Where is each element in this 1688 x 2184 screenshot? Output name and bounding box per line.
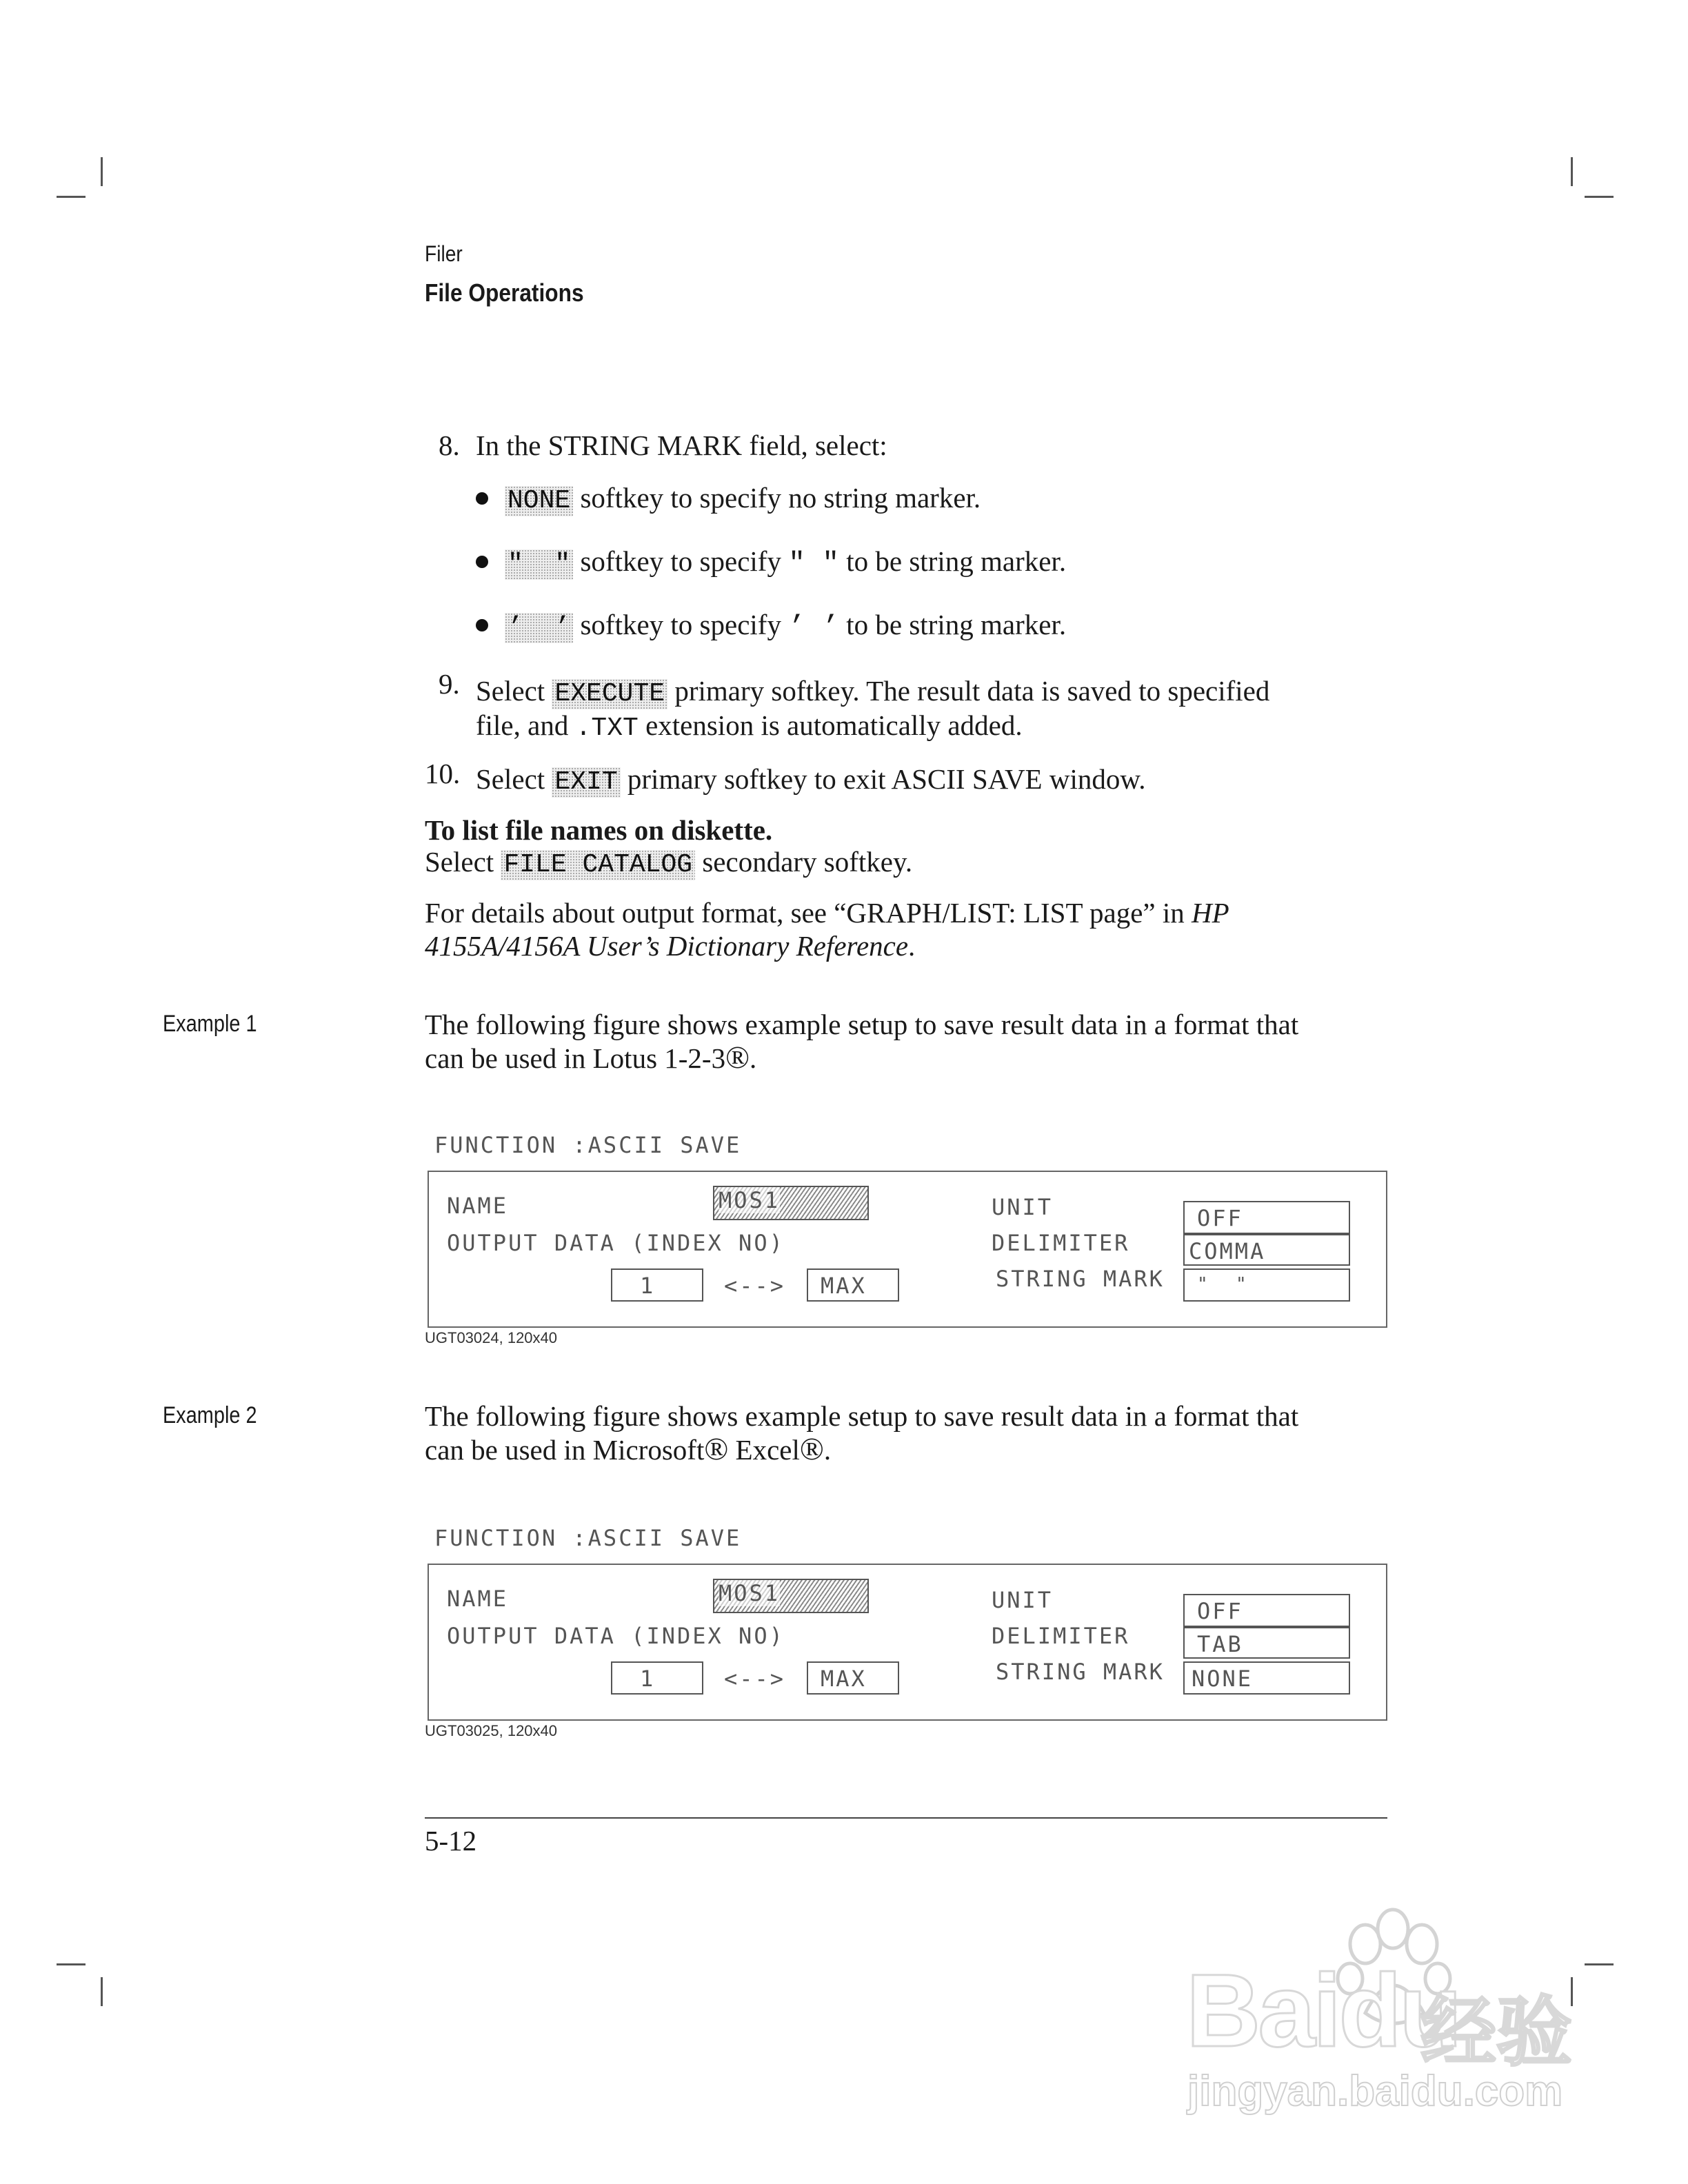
list-pre: Select	[425, 846, 494, 878]
string-mark-field[interactable]	[1183, 1268, 1350, 1302]
watermark-cn: 经验	[1420, 1988, 1572, 2076]
index-from-field[interactable]	[611, 1661, 703, 1695]
delimiter-value: TAB	[1197, 1631, 1243, 1657]
footer-rule	[425, 1817, 1387, 1819]
step-9-line2-pre: file, and	[476, 709, 569, 741]
figure-1-caption: UGT03024, 120x40	[425, 1329, 558, 1346]
example-2-label: Example 2	[163, 1402, 257, 1428]
output-data-label: OUTPUT DATA (INDEX NO)	[447, 1623, 785, 1649]
step-9-post: primary softkey. The result data is saved to specified	[674, 675, 1270, 707]
header-subsection: File Operations	[425, 279, 584, 307]
unit-value: OFF	[1197, 1598, 1243, 1624]
range-arrow: <-->	[724, 1273, 786, 1299]
step-9-line2	[476, 709, 1023, 745]
bullet-mark: " "	[788, 548, 840, 580]
details-italic: HP	[1192, 897, 1229, 929]
crop-mark	[57, 196, 86, 198]
bullet-icon	[476, 492, 488, 505]
string-mark-label: STRING MARK	[996, 1266, 1165, 1292]
single-quote-softkey[interactable]: ’ ’	[505, 613, 573, 643]
name-field[interactable]	[713, 1579, 869, 1613]
double-quote-softkey[interactable]: " "	[505, 549, 573, 580]
index-to-value: MAX	[821, 1273, 867, 1299]
step-10-line	[476, 762, 1146, 798]
output-data-label: OUTPUT DATA (INDEX NO)	[447, 1230, 785, 1256]
index-from-field[interactable]	[611, 1268, 703, 1302]
details-line1	[425, 896, 1229, 929]
string-mark-value: NONE	[1192, 1666, 1254, 1692]
figure-2-caption: UGT03025, 120x40	[425, 1722, 558, 1739]
name-value: MOS1	[719, 1187, 781, 1213]
screen-2-title: FUNCTION :ASCII SAVE	[434, 1525, 742, 1551]
bullet-text: softkey to specify no string marker.	[580, 482, 981, 514]
step-9-line1	[476, 674, 1269, 709]
example-2-line2	[425, 1433, 831, 1466]
step-9-pre: Select	[476, 675, 545, 707]
screen-2-frame	[428, 1564, 1387, 1721]
bullet-item-double-quote	[505, 545, 1066, 580]
bullet-icon	[476, 556, 488, 568]
example-2-line2-text: can be used in Microsoft	[425, 1434, 705, 1466]
registered-mark: ®	[799, 1431, 824, 1466]
example-2-period: .	[823, 1434, 832, 1466]
step-9-line2-post: extension is automatically added.	[645, 709, 1023, 741]
index-to-value: MAX	[821, 1666, 867, 1692]
step-10-post: primary softkey to exit ASCII SAVE window.	[627, 763, 1146, 795]
list-select-line	[425, 845, 912, 880]
name-value: MOS1	[719, 1580, 781, 1606]
details-period: .	[908, 930, 916, 962]
list-post: secondary softkey.	[702, 846, 913, 878]
txt-extension: .TXT	[575, 714, 639, 743]
string-mark-field[interactable]	[1183, 1661, 1350, 1695]
bullet-text-pre: softkey to specify	[580, 545, 781, 577]
unit-label: UNIT	[992, 1587, 1054, 1613]
name-field[interactable]	[713, 1186, 869, 1220]
example-1-label: Example 1	[163, 1011, 257, 1037]
registered-mark: ®	[725, 1040, 750, 1075]
example-1-line1: The following figure shows example setup to save result data in a format that	[425, 1009, 1299, 1040]
index-from-value: 1	[640, 1273, 656, 1299]
bullet-icon	[476, 619, 488, 631]
string-mark-label: STRING MARK	[996, 1659, 1165, 1685]
step-10-pre: Select	[476, 763, 545, 795]
string-mark-value: " "	[1197, 1274, 1249, 1295]
name-label: NAME	[447, 1586, 509, 1612]
step-8-text: In the STRING MARK field, select:	[476, 429, 887, 461]
bullet-mark: ’ ’	[788, 611, 840, 643]
details-text: For details about output format, see “GRAPH/LIST: LIST page” in	[425, 897, 1185, 929]
unit-label: UNIT	[992, 1194, 1054, 1220]
example-2-excel: Excel	[728, 1434, 800, 1466]
crop-mark	[1585, 1963, 1614, 1965]
registered-mark: ®	[704, 1431, 729, 1466]
exit-softkey[interactable]: EXIT	[552, 767, 620, 798]
header-section: Filer	[425, 241, 463, 266]
bullet-text-pre: softkey to specify	[580, 609, 781, 640]
crop-mark	[1571, 157, 1573, 186]
example-2-line1: The following figure shows example setup to save result data in a format that	[425, 1400, 1299, 1432]
screen-1-frame	[428, 1171, 1387, 1328]
none-softkey[interactable]: NONE	[505, 486, 573, 516]
step-9-number: 9.	[439, 668, 460, 700]
unit-value: OFF	[1197, 1205, 1243, 1231]
bullet-item-none	[505, 481, 981, 516]
delimiter-field[interactable]	[1183, 1234, 1350, 1266]
baidu-watermark	[1186, 1903, 1586, 2137]
watermark-brand-du: du	[1338, 1952, 1460, 2068]
watermark-url: jingyan.baidu.com	[1187, 2067, 1563, 2115]
crop-mark	[1585, 196, 1614, 198]
example-1-period: .	[750, 1042, 757, 1074]
details-line2	[425, 929, 915, 962]
bullet-text-post: to be string marker.	[846, 609, 1067, 640]
details-reference: 4155A/4156A User’s Dictionary Reference	[425, 930, 909, 962]
execute-softkey[interactable]: EXECUTE	[552, 679, 667, 709]
crop-mark	[57, 1963, 86, 1965]
index-to-field[interactable]	[807, 1661, 899, 1695]
step-8-number: 8.	[439, 429, 460, 461]
bullet-text-post: to be string marker.	[846, 545, 1067, 577]
bullet-item-single-quote	[505, 608, 1066, 644]
index-from-value: 1	[640, 1666, 656, 1692]
unit-field[interactable]	[1183, 1594, 1350, 1627]
watermark-brand: Bai	[1186, 1952, 1339, 2068]
file-catalog-softkey[interactable]: FILE CATALOG	[501, 850, 695, 880]
delimiter-label: DELIMITER	[992, 1623, 1130, 1649]
delimiter-value: COMMA	[1189, 1238, 1266, 1264]
list-heading: To list file names on diskette.	[425, 814, 773, 846]
unit-field[interactable]	[1183, 1201, 1350, 1234]
step-10-number: 10.	[425, 758, 461, 789]
crop-mark	[101, 157, 103, 186]
delimiter-label: DELIMITER	[992, 1230, 1130, 1256]
delimiter-field[interactable]	[1183, 1627, 1350, 1659]
example-1-line2	[425, 1041, 756, 1075]
crop-mark	[101, 1977, 103, 2006]
page-number: 5-12	[425, 1825, 477, 1857]
name-label: NAME	[447, 1193, 509, 1219]
index-to-field[interactable]	[807, 1268, 899, 1302]
screen-1-title: FUNCTION :ASCII SAVE	[434, 1132, 742, 1158]
range-arrow: <-->	[724, 1666, 786, 1692]
example-1-line2-text: can be used in Lotus 1-2-3	[425, 1042, 726, 1074]
